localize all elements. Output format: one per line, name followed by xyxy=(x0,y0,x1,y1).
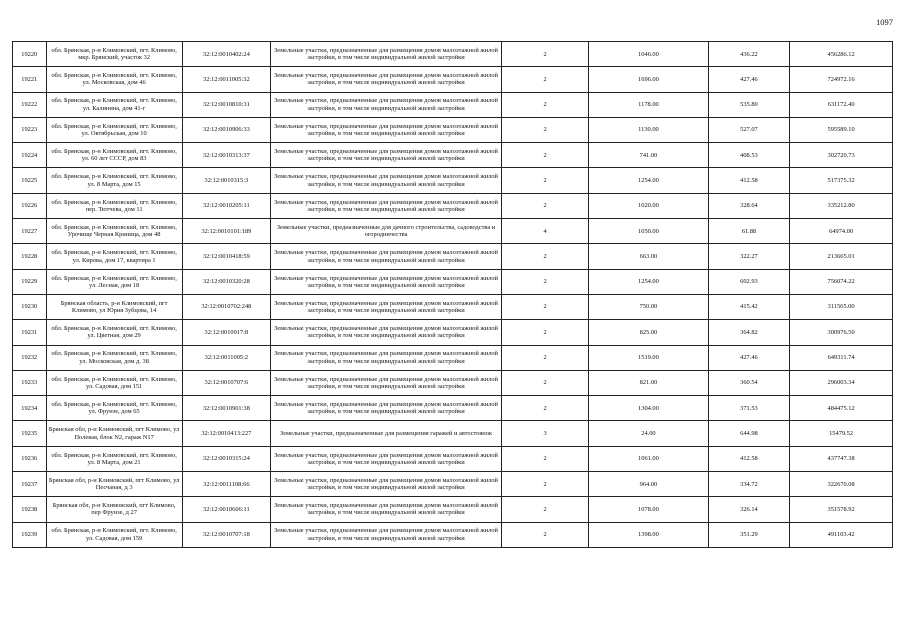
cadastral-value-cell: 437747.38 xyxy=(790,446,893,471)
cadastral-number-cell: 32:12:0010315:24 xyxy=(182,446,270,471)
table-row xyxy=(13,92,893,117)
address-cell: обл. Брянская, р-н Климовский, пгт. Климово, ул. Лесная, дом 18 xyxy=(46,269,182,294)
address-cell: обл. Брянская, р-н Климовский, пгт. Климово, ул. Октябрьская, дом 10 xyxy=(46,117,182,142)
area-cell: 1020.00 xyxy=(589,193,708,218)
table-row xyxy=(13,168,893,193)
specific-value-cell: 334.72 xyxy=(708,472,790,497)
address-cell: Брянская область, р-н Климовский, пгт Климово, ул Юрия Зубцова, 14 xyxy=(46,294,182,319)
row-number: 19222 xyxy=(13,92,47,117)
group-cell: 2 xyxy=(502,193,589,218)
specific-value-cell: 412.58 xyxy=(708,168,790,193)
cadastral-value-cell: 335212.80 xyxy=(790,193,893,218)
cadastral-number-cell: 32:12:0010917:8 xyxy=(182,320,270,345)
table-row xyxy=(13,446,893,471)
permitted-use-cell: Земельные участки, предназначенные для размещения домов малоэтажной жилой застройки, в том числе индивидуальной жилой застройки xyxy=(270,143,501,168)
table-row xyxy=(13,117,893,142)
specific-value-cell: 364.82 xyxy=(708,320,790,345)
permitted-use-cell: Земельные участки, предназначенные для размещения домов малоэтажной жилой застройки, в том числе индивидуальной жилой застройки xyxy=(270,472,501,497)
permitted-use-cell: Земельные участки, предназначенные для размещения домов малоэтажной жилой застройки, в том числе индивидуальной жилой застройки xyxy=(270,320,501,345)
specific-value-cell: 322.27 xyxy=(708,244,790,269)
group-cell: 3 xyxy=(502,421,589,446)
specific-value-cell: 436.22 xyxy=(708,42,790,67)
address-cell: обл. Брянская, р-н Климовский, пгт. Климово, ул. Калинина, дом 41-г xyxy=(46,92,182,117)
page-number: 1097 xyxy=(876,17,893,27)
table-row xyxy=(13,497,893,522)
table-row xyxy=(13,320,893,345)
area-cell: 1078.00 xyxy=(589,497,708,522)
row-number: 19229 xyxy=(13,269,47,294)
group-cell: 2 xyxy=(502,345,589,370)
row-number: 19239 xyxy=(13,522,47,547)
address-cell: обл. Брянская, р-н Климовский, пгт. Климово, ул. Садовая, дом 151 xyxy=(46,370,182,395)
permitted-use-cell: Земельные участки, предназначенные для размещения домов малоэтажной жилой застройки, в том числе индивидуальной жилой застройки xyxy=(270,269,501,294)
permitted-use-cell: Земельные участки, предназначенные для размещения домов малоэтажной жилой застройки, в том числе индивидуальной жилой застройки xyxy=(270,193,501,218)
address-cell: обл. Брянская, р-н Климовский, пгт. Климово, ул. 8 Марта, дом 15 xyxy=(46,168,182,193)
specific-value-cell: 644.98 xyxy=(708,421,790,446)
group-cell: 2 xyxy=(502,472,589,497)
row-number: 19226 xyxy=(13,193,47,218)
area-cell: 964.00 xyxy=(589,472,708,497)
address-cell: обл. Брянская, р-н Климовский, пгт. Климово, мкр. Брянский, участок 32 xyxy=(46,42,182,67)
cadastral-number-cell: 32:12:0011005:32 xyxy=(182,67,270,92)
cadastral-number-cell: 32:12:0010606:11 xyxy=(182,497,270,522)
address-cell: обл. Брянская, р-н Климовский, пгт. Климово, пер. Тютчева, дом 11 xyxy=(46,193,182,218)
area-cell: 1254.00 xyxy=(589,269,708,294)
permitted-use-cell: Земельные участки, предназначенные для размещения домов малоэтажной жилой застройки, в том числе индивидуальной жилой застройки xyxy=(270,294,501,319)
group-cell: 2 xyxy=(502,42,589,67)
specific-value-cell: 527.07 xyxy=(708,117,790,142)
group-cell: 2 xyxy=(502,168,589,193)
address-cell: обл. Брянская, р-н Климовский, пгт. Климово, ул. Фрунзе, дом 65 xyxy=(46,396,182,421)
area-cell: 1061.00 xyxy=(589,446,708,471)
address-cell: обл. Брянская, р-н Климовский, пгт. Климово, ул. Московская, дом д. 38 xyxy=(46,345,182,370)
area-cell: 1046.00 xyxy=(589,42,708,67)
cadastral-number-cell: 32:12:0010205:11 xyxy=(182,193,270,218)
row-number: 19236 xyxy=(13,446,47,471)
specific-value-cell: 535.80 xyxy=(708,92,790,117)
area-cell: 1304.00 xyxy=(589,396,708,421)
cadastral-value-cell: 456286.12 xyxy=(790,42,893,67)
row-number: 19230 xyxy=(13,294,47,319)
specific-value-cell: 328.64 xyxy=(708,193,790,218)
row-number: 19227 xyxy=(13,219,47,244)
permitted-use-cell: Земельные участки, предназначенные для размещения домов малоэтажной жилой застройки, в том числе индивидуальной жилой застройки xyxy=(270,522,501,547)
cadastral-value-cell: 311565.00 xyxy=(790,294,893,319)
table-row xyxy=(13,219,893,244)
table-row xyxy=(13,143,893,168)
cadastral-number-cell: 32:12:0010101:189 xyxy=(182,219,270,244)
group-cell: 2 xyxy=(502,294,589,319)
group-cell: 2 xyxy=(502,320,589,345)
address-cell: Брянская обл, р-н Климовский, пгт Климово, ул Полевая, блок N2, гараж N17 xyxy=(46,421,182,446)
group-cell: 2 xyxy=(502,92,589,117)
group-cell: 2 xyxy=(502,370,589,395)
specific-value-cell: 351.29 xyxy=(708,522,790,547)
cadastral-number-cell: 32:12:0010702:248 xyxy=(182,294,270,319)
cadastral-number-cell: 32:12:0010707:18 xyxy=(182,522,270,547)
specific-value-cell: 427.46 xyxy=(708,345,790,370)
specific-value-cell: 415.42 xyxy=(708,294,790,319)
cadastral-value-cell: 595589.10 xyxy=(790,117,893,142)
permitted-use-cell: Земельные участки, предназначенные для размещения домов малоэтажной жилой застройки, в том числе индивидуальной жилой застройки xyxy=(270,345,501,370)
cadastral-value-cell: 213665.01 xyxy=(790,244,893,269)
address-cell: обл. Брянская, р-н Климовский, пгт. Климово, ул. Кирова, дом 17, квартира 1 xyxy=(46,244,182,269)
row-number: 19221 xyxy=(13,67,47,92)
group-cell: 4 xyxy=(502,219,589,244)
cadastral-value-cell: 296003.34 xyxy=(790,370,893,395)
group-cell: 2 xyxy=(502,244,589,269)
address-cell: Брянская обл, р-н Климовский, пгт Климово, ул Песчаная, д 3 xyxy=(46,472,182,497)
cadastral-number-cell: 32:12:0010320:28 xyxy=(182,269,270,294)
address-cell: обл. Брянская, р-н Климовский, пгт. Климово, ул. Московская, дом 46 xyxy=(46,67,182,92)
group-cell: 2 xyxy=(502,117,589,142)
permitted-use-cell: Земельные участки, предназначенные для размещения домов малоэтажной жилой застройки, в том числе индивидуальной жилой застройки xyxy=(270,42,501,67)
specific-value-cell: 408.53 xyxy=(708,143,790,168)
table-row xyxy=(13,269,893,294)
address-cell: обл. Брянская, р-н Климовский, пгт. Климово, ул. 8 Марта, дом 21 xyxy=(46,446,182,471)
row-number: 19238 xyxy=(13,497,47,522)
permitted-use-cell: Земельные участки, предназначенные для размещения домов малоэтажной жилой застройки, в том числе индивидуальной жилой застройки xyxy=(270,67,501,92)
permitted-use-cell: Земельные участки, предназначенные для размещения гаражей и автостоянок xyxy=(270,421,501,446)
address-cell: Брянская обл, р-н Климовский, пгт Климово, пер Фрунзе, д 27 xyxy=(46,497,182,522)
address-cell: обл. Брянская, р-н Климовский, пгт. Климово, ул. 60 лет СССР, дом 83 xyxy=(46,143,182,168)
cadastral-number-cell: 32:12:0010707:6 xyxy=(182,370,270,395)
area-cell: 663.00 xyxy=(589,244,708,269)
group-cell: 2 xyxy=(502,446,589,471)
table-row xyxy=(13,42,893,67)
specific-value-cell: 326.14 xyxy=(708,497,790,522)
row-number: 19231 xyxy=(13,320,47,345)
permitted-use-cell: Земельные участки, предназначенные для размещения домов малоэтажной жилой застройки, в том числе индивидуальной жилой застройки xyxy=(270,92,501,117)
area-cell: 1178.00 xyxy=(589,92,708,117)
row-number: 19237 xyxy=(13,472,47,497)
cadastral-value-cell: 300976.50 xyxy=(790,320,893,345)
area-cell: 1254.00 xyxy=(589,168,708,193)
area-cell: 1696.00 xyxy=(589,67,708,92)
table-row xyxy=(13,472,893,497)
permitted-use-cell: Земельные участки, предназначенные для размещения домов малоэтажной жилой застройки, в том числе индивидуальной жилой застройки xyxy=(270,244,501,269)
area-cell: 750.00 xyxy=(589,294,708,319)
specific-value-cell: 412.58 xyxy=(708,446,790,471)
row-number: 19220 xyxy=(13,42,47,67)
group-cell: 2 xyxy=(502,67,589,92)
cadastral-value-cell: 649311.74 xyxy=(790,345,893,370)
cadastral-number-cell: 32:12:0010418:59 xyxy=(182,244,270,269)
area-cell: 825.00 xyxy=(589,320,708,345)
cadastral-value-cell: 64974.00 xyxy=(790,219,893,244)
area-cell: 821.00 xyxy=(589,370,708,395)
table-row xyxy=(13,522,893,547)
group-cell: 2 xyxy=(502,396,589,421)
cadastral-value-cell: 351578.92 xyxy=(790,497,893,522)
cadastral-value-cell: 484475.12 xyxy=(790,396,893,421)
cadastral-number-cell: 32:12:0010402:24 xyxy=(182,42,270,67)
address-cell: обл. Брянская, р-н Климовский, пгт. Климово, ул. Цветная, дом 29 xyxy=(46,320,182,345)
cadastral-number-cell: 32:12:0010313:37 xyxy=(182,143,270,168)
table-row xyxy=(13,370,893,395)
specific-value-cell: 602.93 xyxy=(708,269,790,294)
cadastral-number-cell: 32:12:0010906:33 xyxy=(182,117,270,142)
table-row xyxy=(13,67,893,92)
group-cell: 2 xyxy=(502,522,589,547)
group-cell: 2 xyxy=(502,497,589,522)
table-row xyxy=(13,244,893,269)
cadastral-number-cell: 32:12:0010413:227 xyxy=(182,421,270,446)
area-cell: 1050.00 xyxy=(589,219,708,244)
table-row xyxy=(13,345,893,370)
permitted-use-cell: Земельные участки, предназначенные для размещения домов малоэтажной жилой застройки, в том числе индивидуальной жилой застройки xyxy=(270,117,501,142)
specific-value-cell: 371.53 xyxy=(708,396,790,421)
permitted-use-cell: Земельные участки, предназначенные для размещения домов малоэтажной жилой застройки, в том числе индивидуальной жилой застройки xyxy=(270,370,501,395)
row-number: 19223 xyxy=(13,117,47,142)
address-cell: обл. Брянская, р-н Климовский, пгт. Климово, ул. Садовая, дом 159 xyxy=(46,522,182,547)
area-cell: 24.00 xyxy=(589,421,708,446)
cadastral-value-cell: 631172.40 xyxy=(790,92,893,117)
specific-value-cell: 427.46 xyxy=(708,67,790,92)
row-number: 19228 xyxy=(13,244,47,269)
cadastral-number-cell: 32:12:0010315:3 xyxy=(182,168,270,193)
cadastral-value-cell: 517375.32 xyxy=(790,168,893,193)
cadastral-number-cell: 32:12:0011108:66 xyxy=(182,472,270,497)
cadastral-value-cell: 15479.52 xyxy=(790,421,893,446)
cadastral-value-cell: 302720.73 xyxy=(790,143,893,168)
cadastral-number-cell: 32:12:0011005:2 xyxy=(182,345,270,370)
cadastral-value-table xyxy=(12,41,893,548)
row-number: 19233 xyxy=(13,370,47,395)
cadastral-value-cell: 756074.22 xyxy=(790,269,893,294)
area-cell: 1398.00 xyxy=(589,522,708,547)
row-number: 19224 xyxy=(13,143,47,168)
specific-value-cell: 360.54 xyxy=(708,370,790,395)
permitted-use-cell: Земельные участки, предназначенные для размещения домов малоэтажной жилой застройки, в том числе индивидуальной жилой застройки xyxy=(270,168,501,193)
cadastral-number-cell: 32:12:0010810:31 xyxy=(182,92,270,117)
cadastral-value-cell: 491103.42 xyxy=(790,522,893,547)
specific-value-cell: 61.88 xyxy=(708,219,790,244)
table-row xyxy=(13,193,893,218)
table-row xyxy=(13,294,893,319)
row-number: 19235 xyxy=(13,421,47,446)
group-cell: 2 xyxy=(502,143,589,168)
permitted-use-cell: Земельные участки, предназначенные для дачного строительства, садоводства и огородничества xyxy=(270,219,501,244)
table-row xyxy=(13,396,893,421)
area-cell: 741.00 xyxy=(589,143,708,168)
permitted-use-cell: Земельные участки, предназначенные для размещения домов малоэтажной жилой застройки, в том числе индивидуальной жилой застройки xyxy=(270,396,501,421)
permitted-use-cell: Земельные участки, предназначенные для размещения домов малоэтажной жилой застройки, в том числе индивидуальной жилой застройки xyxy=(270,446,501,471)
row-number: 19232 xyxy=(13,345,47,370)
table-row xyxy=(13,421,893,446)
area-cell: 1130.00 xyxy=(589,117,708,142)
row-number: 19234 xyxy=(13,396,47,421)
table-body xyxy=(13,42,893,548)
address-cell: обл. Брянская, р-н Климовский, пгт. Климово, Урочище Черная Криница, дом 48 xyxy=(46,219,182,244)
cadastral-value-cell: 322670.08 xyxy=(790,472,893,497)
area-cell: 1519.00 xyxy=(589,345,708,370)
cadastral-number-cell: 32:12:0010901:38 xyxy=(182,396,270,421)
group-cell: 2 xyxy=(502,269,589,294)
permitted-use-cell: Земельные участки, предназначенные для размещения домов малоэтажной жилой застройки, в том числе индивидуальной жилой застройки xyxy=(270,497,501,522)
row-number: 19225 xyxy=(13,168,47,193)
cadastral-value-cell: 724972.16 xyxy=(790,67,893,92)
